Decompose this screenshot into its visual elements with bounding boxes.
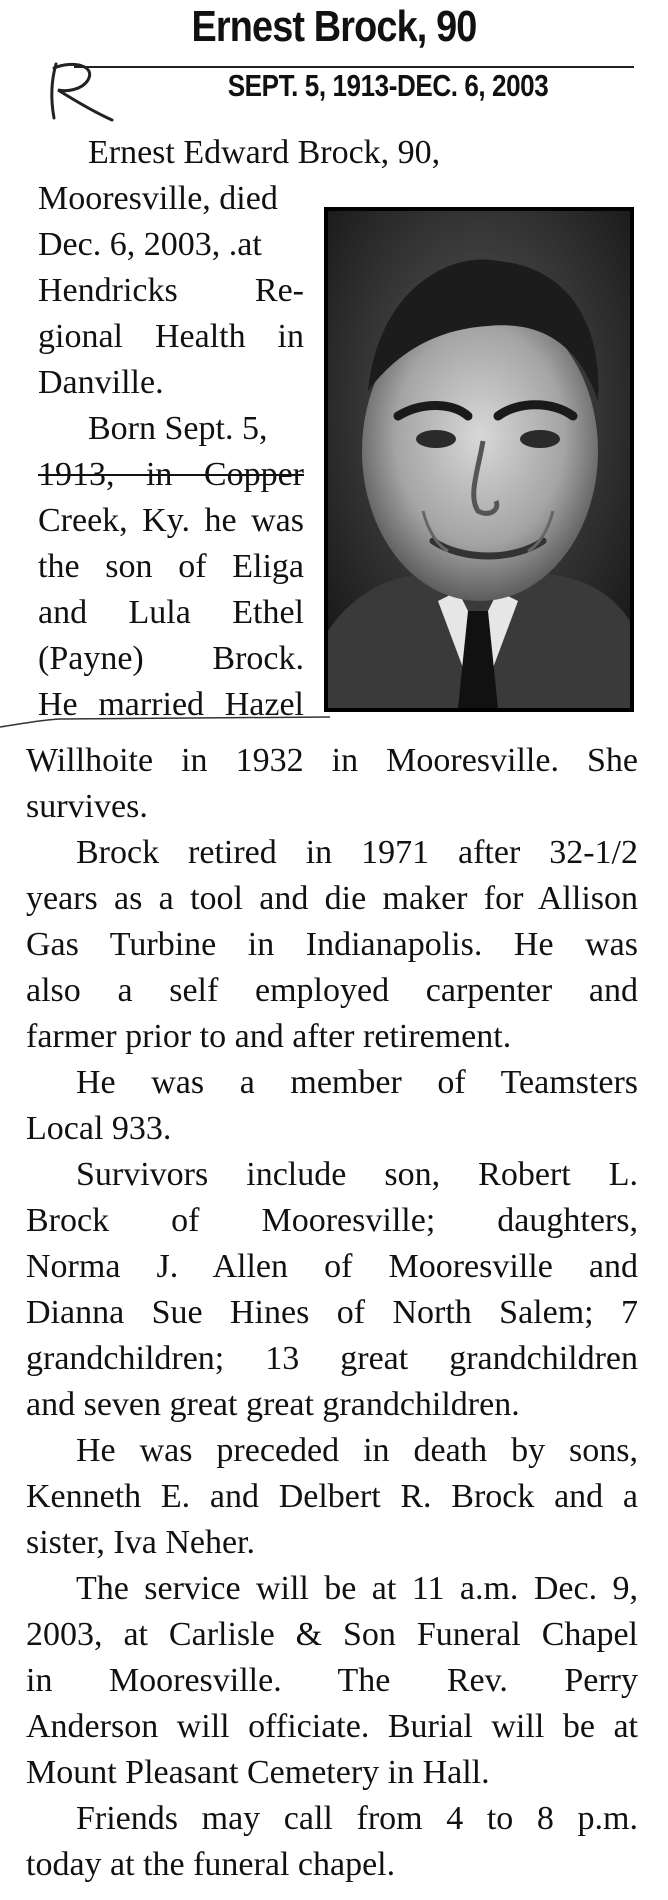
text-line: Dec. 6, 2003, .at [38,226,262,263]
text-line: Dianna Sue Hines of North Salem; 7 [26,1294,638,1331]
text-line: today at the funeral chapel. [26,1846,396,1883]
text-line: years as a tool and die maker for Allison [26,880,638,917]
text-line: farmer prior to and after retirement. [26,1018,512,1055]
life-dates: SEPT. 5, 1913-DEC. 6, 2003 [227,68,549,103]
text-line: Brock of Mooresville; daughters, [26,1202,638,1239]
text-line: Mount Pleasant Cemetery in Hall. [26,1754,490,1791]
text-line: Willhoite in 1932 in Mooresville. She [26,742,638,779]
text-line: Norma J. Allen of Mooresville and [26,1248,638,1285]
text-line: grandchildren; 13 great grandchildren [26,1340,638,1377]
portrait-photo [324,207,634,712]
text-line: Born Sept. 5, [88,410,268,447]
text-line: Hendricks Re- [38,272,304,309]
text-line: Local 933. [26,1110,172,1147]
struck-text-line: 1913, in Copper [38,456,304,493]
text-line: in Mooresville. The Rev. Perry [26,1662,638,1699]
text-line: also a self employed carpenter and [26,972,638,1009]
text-line: Creek, Ky. he was [38,502,304,539]
text-line: He was preceded in death by sons, [76,1432,638,1469]
text-line: Brock retired in 1971 after 32-1/2 [76,834,638,871]
text-line: sister, Iva Neher. [26,1524,256,1561]
text-line: and Lula Ethel [38,594,304,631]
text-line: the son of Eliga [38,548,304,585]
narrow-column [38,130,441,728]
text-line: Ernest Edward Brock, 90, [88,134,441,171]
text-line: Danville. [38,364,164,401]
text-line: Mooresville, died [38,180,278,217]
text-line: The service will be at 11 a.m. Dec. 9, [76,1570,638,1607]
text-line: and seven great great grandchildren. [26,1386,520,1423]
column-rule [0,716,330,728]
portrait-image [328,211,630,708]
text-line: Gas Turbine in Indianapolis. He was [26,926,638,963]
text-line: He married Hazel [38,686,304,723]
full-width-text [26,738,638,1888]
text-line: He was a member of Teamsters [76,1064,638,1101]
text-line: Survivors include son, Robert L. [76,1156,638,1193]
text-line: Friends may call from 4 to 8 p.m. [76,1800,638,1837]
text-line: Anderson will officiate. Burial will be at [26,1708,638,1745]
text-line: gional Health in [38,318,304,355]
text-line: survives. [26,788,148,825]
text-line: (Payne) Brock. [38,640,304,677]
text-line: 2003, at Carlisle & Son Funeral Chapel [26,1616,638,1653]
headline: Ernest Brock, 90 [191,2,477,51]
text-line: Kenneth E. and Delbert R. Brock and a [26,1478,638,1515]
